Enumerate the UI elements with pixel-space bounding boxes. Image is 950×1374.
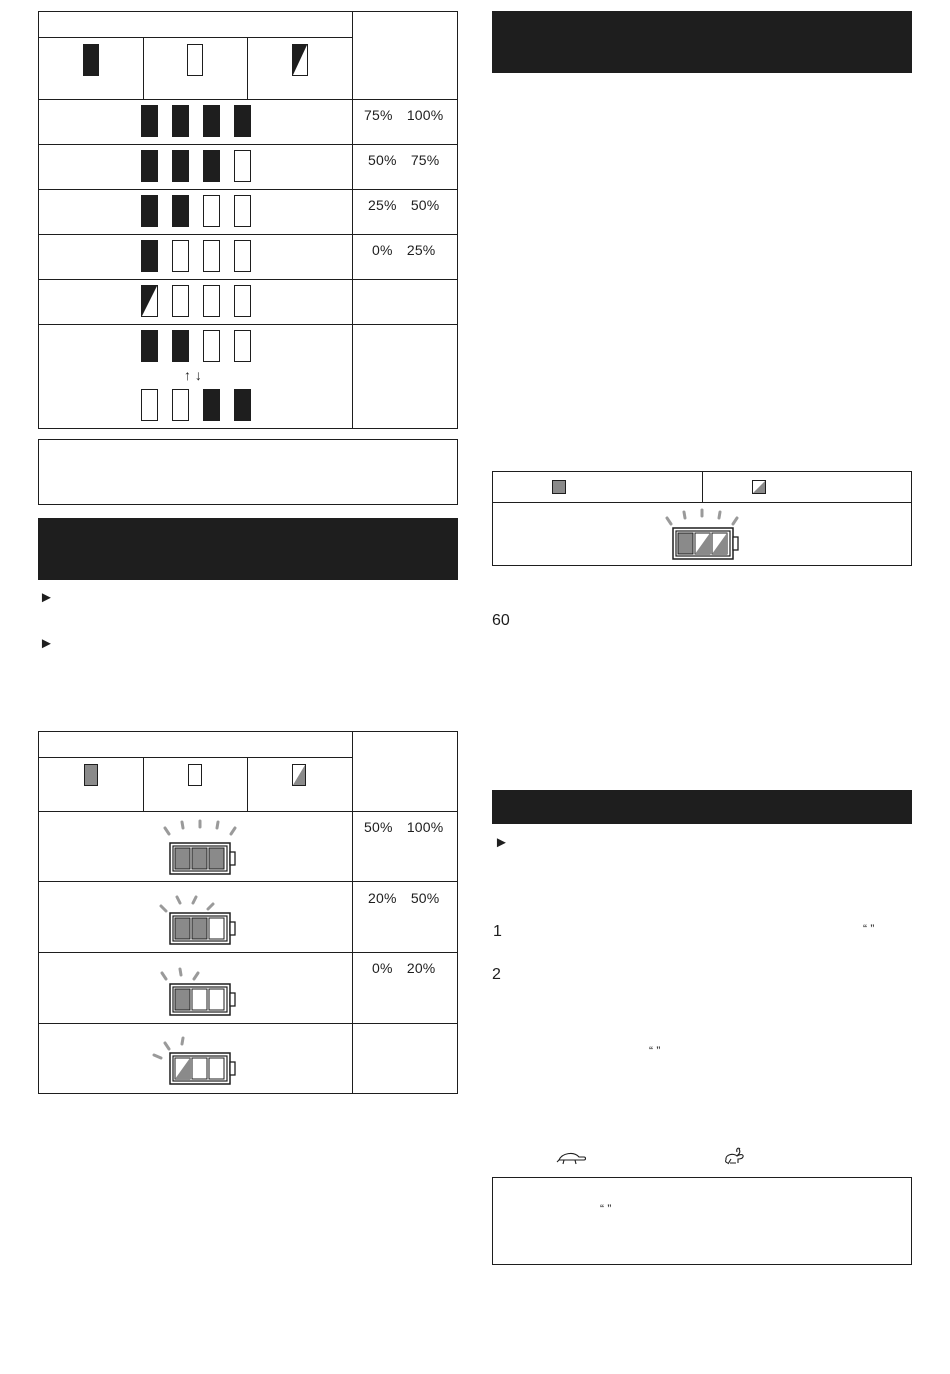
battery-icon xyxy=(655,505,751,563)
bullet-marker: ► xyxy=(39,589,54,606)
range-label: 25% 50% xyxy=(368,197,440,213)
step-number: 1 xyxy=(493,923,502,940)
off-indicator-icon xyxy=(187,44,203,76)
section-heading-band xyxy=(492,11,912,73)
range-label: 75% 100% xyxy=(364,107,444,123)
bullet-marker: ► xyxy=(494,834,509,851)
battery-icon xyxy=(152,816,248,878)
turtle-icon xyxy=(556,1149,588,1167)
lit-indicator-icon xyxy=(552,480,566,494)
step-number: 2 xyxy=(492,966,501,983)
section-heading-band xyxy=(38,518,458,580)
alternate-arrows: ↑ ↓ xyxy=(184,367,202,383)
note-box xyxy=(38,439,458,505)
off-indicator-icon xyxy=(188,764,202,786)
section-heading-band xyxy=(492,790,912,824)
range-label: 0% 20% xyxy=(372,960,436,976)
lit-indicator-icon xyxy=(84,764,98,786)
battery-icon xyxy=(152,962,248,1020)
blinking-indicator-icon xyxy=(292,44,308,76)
quote-marks: “ ” xyxy=(600,1202,612,1216)
note-box xyxy=(492,1177,912,1265)
lit-indicator-icon xyxy=(83,44,99,76)
duration-value: 60 xyxy=(492,612,510,629)
range-label: 50% 100% xyxy=(364,819,444,835)
blinking-indicator-icon xyxy=(752,480,766,494)
range-label: 20% 50% xyxy=(368,890,440,906)
quote-marks: “ ” xyxy=(863,922,875,936)
range-label: 0% 25% xyxy=(372,242,436,258)
rabbit-icon xyxy=(722,1146,746,1168)
battery-icon xyxy=(152,890,248,948)
bullet-marker: ► xyxy=(39,635,54,652)
blinking-indicator-icon xyxy=(292,764,306,786)
range-label: 50% 75% xyxy=(368,152,440,168)
quote-marks: “ ” xyxy=(649,1044,661,1058)
battery-icon xyxy=(150,1034,246,1090)
